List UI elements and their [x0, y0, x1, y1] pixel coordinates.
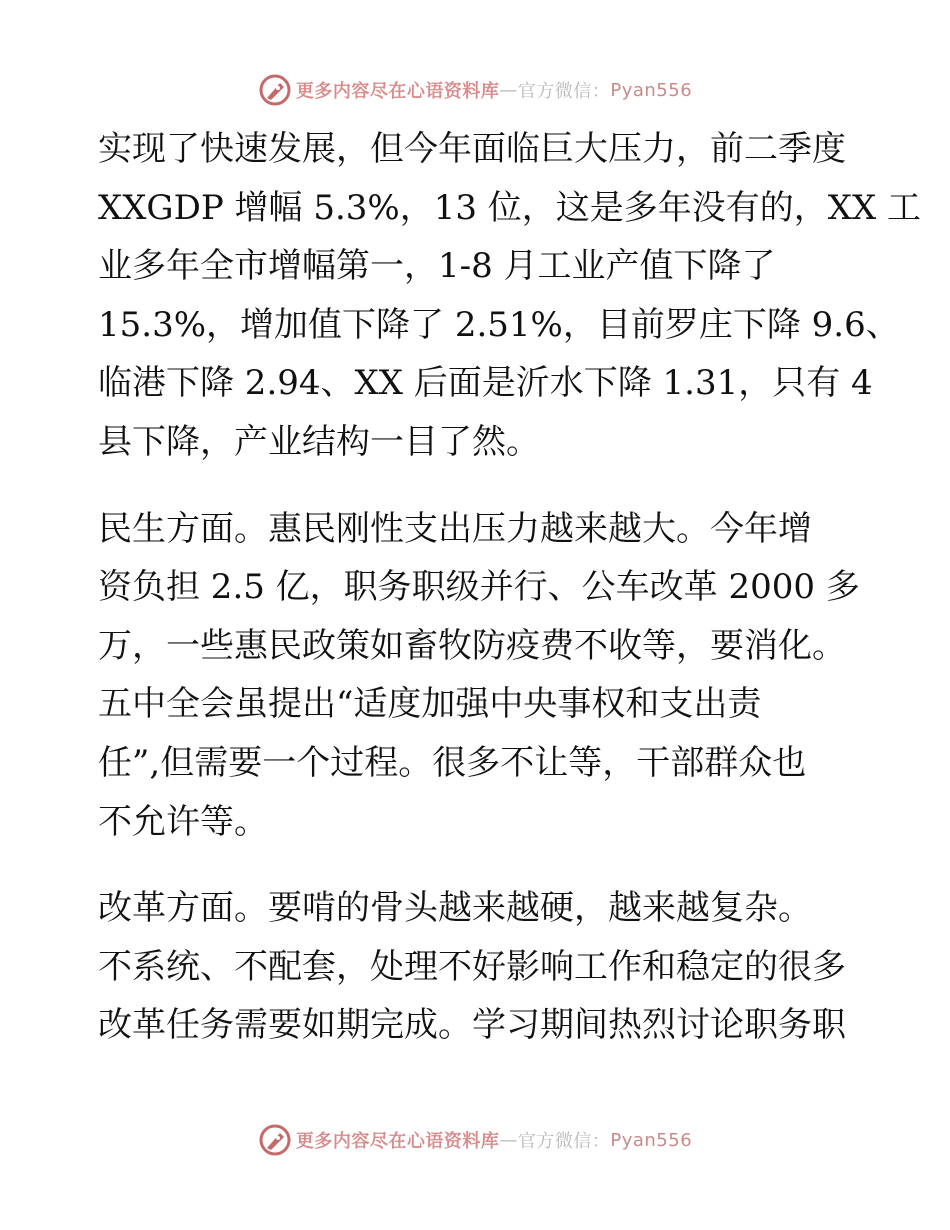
paragraph-reform	[98, 879, 858, 1055]
text-line: 临港下降 2.94、XX 后面是沂水下降 1.31，只有 4	[98, 363, 873, 404]
text-line: 县下降，产业结构一目了然。	[98, 421, 540, 462]
watermark-text: 更多内容尽在心语资料库	[295, 1131, 500, 1152]
footer-watermark	[0, 1120, 950, 1160]
watermark-separator: —	[499, 1129, 518, 1151]
text-line: 任”,但需要一个过程。很多不让等，干部群众也	[98, 742, 807, 783]
text-line: 实现了快速发展，但今年面临巨大压力，前二季度	[98, 129, 846, 169]
text-line: 资负担 2.5 亿，职务职级并行、公车改革 2000 多	[98, 567, 860, 608]
header-watermark	[0, 70, 950, 110]
watermark-id: Pyan556	[610, 1129, 693, 1151]
text-line: 不系统、不配套，处理不好影响工作和稳定的很多	[98, 946, 846, 987]
text-line: 改革任务需要如期完成。学习期间热烈讨论职务职	[98, 1005, 846, 1046]
watermark-label: 官方微信：	[517, 81, 611, 102]
document-body	[98, 120, 921, 1055]
text-line: 改革方面。要啃的骨头越来越硬，越来越复杂。	[98, 888, 812, 929]
text-line: XXGDP 增幅 5.3%，13 位，这是多年没有的，XX 工	[98, 187, 921, 228]
paragraph-economy	[98, 120, 921, 472]
watermark-text: 更多内容尽在心语资料库	[295, 81, 500, 102]
paragraph-livelihood	[98, 500, 858, 852]
text-line: 万，一些惠民政策如畜牧防疫费不收等，要消化。	[98, 625, 846, 666]
watermark-id: Pyan556	[610, 79, 693, 101]
pen-nib-logo-icon	[258, 73, 292, 107]
text-line: 民生方面。惠民刚性支出压力越来越大。今年增	[98, 508, 812, 549]
text-line: 不允许等。	[98, 801, 268, 842]
watermark-separator: —	[499, 79, 518, 101]
text-line: 五中全会虽提出“适度加强中央事权和支出责	[98, 684, 762, 725]
pen-nib-logo-icon	[258, 1123, 292, 1157]
watermark-label: 官方微信：	[517, 1131, 611, 1152]
text-line: 15.3%，增加值下降了 2.51%，目前罗庄下降 9.6、	[98, 304, 900, 345]
text-line: 业多年全市增幅第一，1-8 月工业产值下降了	[98, 246, 776, 287]
